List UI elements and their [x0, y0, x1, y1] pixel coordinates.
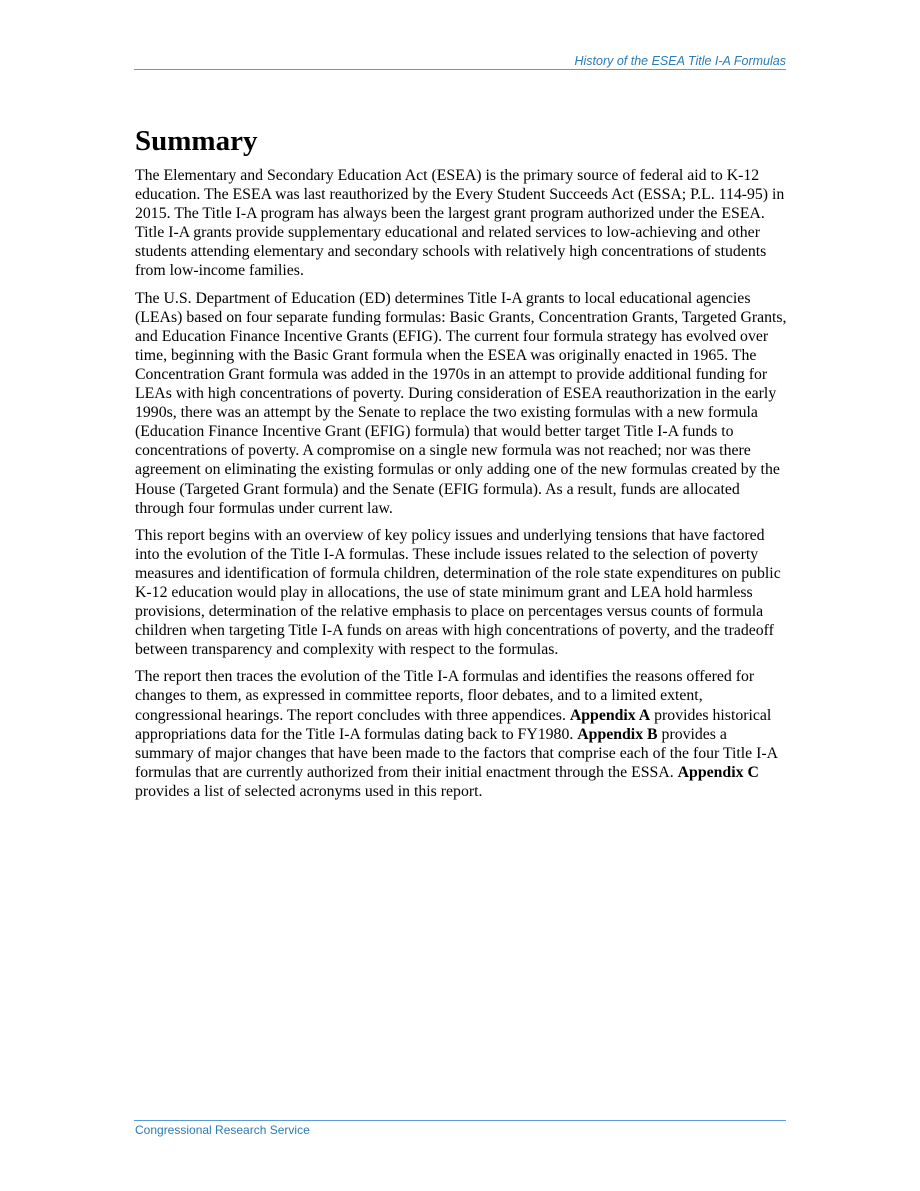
footer-publisher: Congressional Research Service: [135, 1123, 310, 1137]
paragraph-4: [135, 667, 787, 801]
paragraph-4-text-3: provides a summary of major changes that have been made to the factors that comprise each of the four Title I-A formulas that are currently authorized from their initial enactment through the ESSA.: [135, 725, 778, 781]
document-body: [135, 122, 787, 809]
header-divider: [134, 69, 786, 70]
paragraph-4-text-4: provides a list of selected acronyms used in this report.: [135, 782, 483, 800]
paragraph-4-text-2: provides historical appropriations data for the Title I-A formulas dating back to FY1980.: [135, 706, 772, 743]
section-title: Summary: [135, 125, 258, 157]
paragraph-3: This report begins with an overview of key policy issues and underlying tensions that have factored into the evolution of the Title I-A formulas. These include issues related to the selection of poverty measures and identification of formula children, determination of the role state expenditures on public K-12 education would play in allocations, the use of state minimum grant and LEA hold harmless provisions, determination of the relative emphasis to place on percentages versus counts of formula children when targeting Title I-A funds on areas with high concentrations of poverty, and the tradeoff between transparency and complexity with respect to the formulas.: [135, 526, 781, 659]
running-header-title: History of the ESEA Title I-A Formulas: [574, 54, 786, 68]
paragraph-4-text-1: The report then traces the evolution of the Title I-A formulas and identifies the reasons offered for changes to them, as expressed in committee reports, floor debates, and to a limited extent, congressional hearings. The report concludes with three appendices.: [135, 668, 755, 724]
paragraph-2: The U.S. Department of Education (ED) determines Title I-A grants to local educational agencies (LEAs) based on four separate funding formulas: Basic Grants, Concentration Grants, Targeted Grants, and Education Finance Incentive Grants (EFIG). The current four formula strategy has evolved over time, beginning with the Basic Grant formula when the ESEA was originally enacted in 1965. The Concentration Grant formula was added in the 1970s in an attempt to provide additional funding for LEAs with high concentrations of poverty. During consideration of ESEA reauthorization in the early 1990s, there was an attempt by the Senate to replace the two existing formulas with a new formula (Education Finance Incentive Grant (EFIG) formula) that would better target Title I-A funds to concentrations of poverty. A compromise on a single new formula was not reached; nor was there agreement on eliminating the existing formulas or only adding one of the new formulas created by the House (Targeted Grant formula) and the Senate (EFIG formula). As a result, funds are allocated through four formulas under current law.: [135, 289, 787, 517]
appendix-c-reference: Appendix C: [677, 763, 759, 781]
appendix-a-reference: Appendix A: [569, 706, 651, 724]
appendix-b-reference: Appendix B: [577, 725, 658, 743]
footer-divider: [134, 1120, 786, 1121]
paragraph-1: The Elementary and Secondary Education Act (ESEA) is the primary source of federal aid to K-12 education. The ESEA was last reauthorized by the Every Student Succeeds Act (ESSA; P.L. 114-95) in 2015. The Title I-A program has always been the largest grant program authorized under the ESEA. Title I-A grants provide supplementary educational and related services to low-achieving and other students attending elementary and secondary schools with relatively high concentrations of students from low-income families.: [135, 167, 785, 280]
